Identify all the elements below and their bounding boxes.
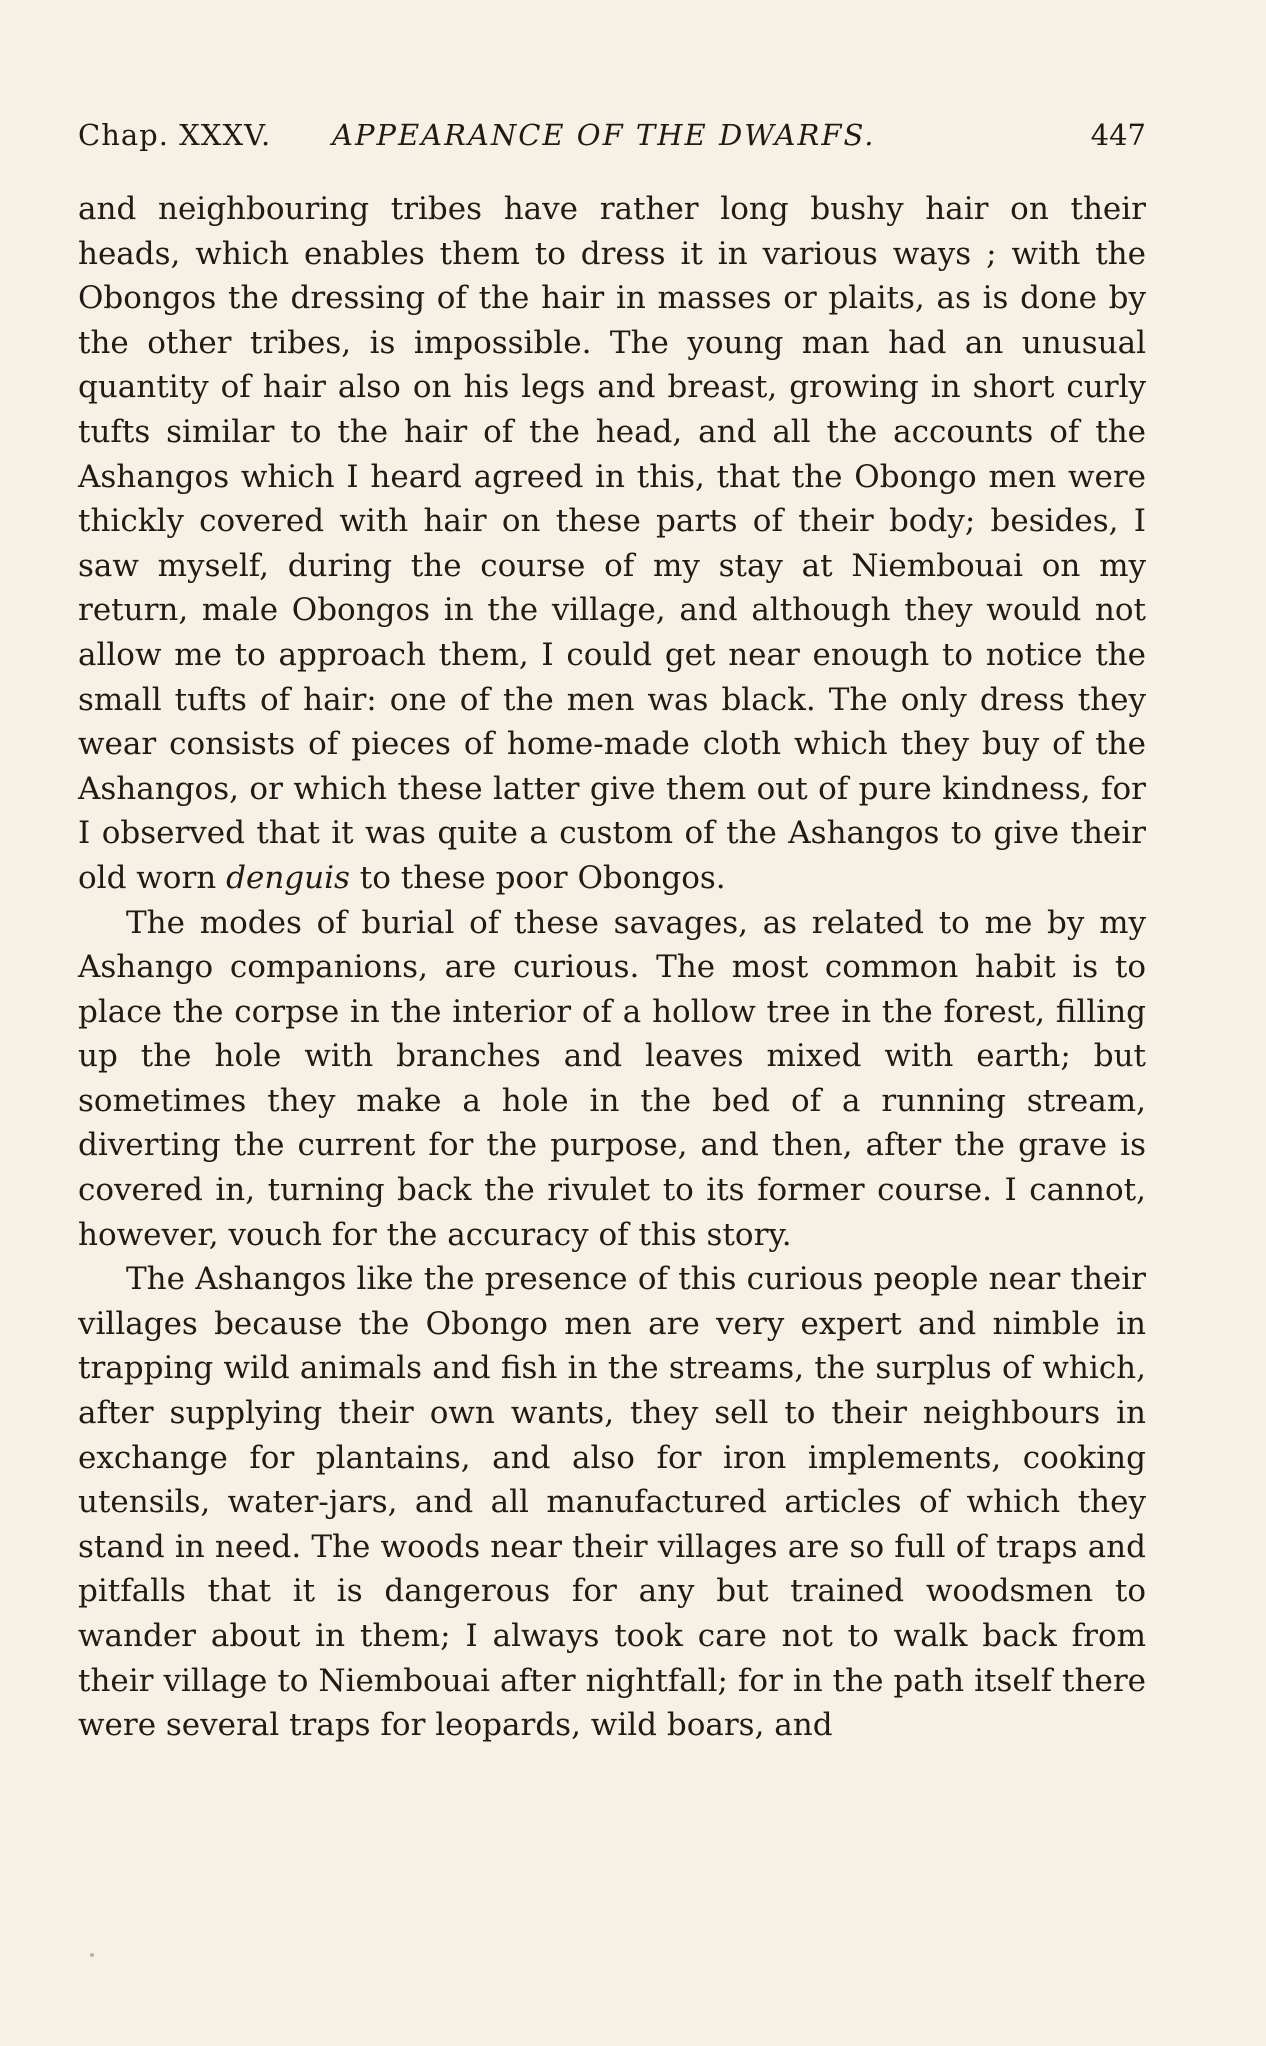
page-number: 447: [1090, 118, 1146, 152]
paragraph-burial: [78, 901, 1146, 1258]
paragraph-hair-and-dress: [78, 187, 1146, 901]
paper-speck: [90, 1953, 94, 1957]
italic-word: denguis: [226, 859, 350, 896]
paragraph-text: and neighbouring tribes have rather long bushy hair on their heads, which enables them to dress it in various ways ; with the Obongos the dressing of the hair in masses or plaits, as is done by the other tribes, is impossible. The young man had an unusual quantity of hair also on his legs and breast, growing in short curly tufts similar to the hair of the head, and all the accounts of the Ashangos which I heard agreed in this, that the Obongo men were thickly covered with hair on these parts of their body; besides, I saw myself, during the course of my stay at Niembouai on my return, male Obongos in the village, and although they would not allow me to approach them, I could get near enough to notice the small tufts of hair: one of the men was black. The only dress they wear consists of pieces of home-made cloth which they buy of the Ashangos, or which these latter give them out of pure kindness, for I observed that it was quite a custom of the Ashangos to give their old worn: [78, 191, 1146, 896]
chapter-label: Chap. XXXV.: [78, 118, 272, 152]
body-text: [78, 187, 1146, 1748]
paragraph-text: to these poor Obongos.: [349, 859, 726, 896]
running-head: [78, 105, 1146, 165]
running-title: APPEARANCE OF THE DWARFS.: [332, 118, 876, 152]
paragraph-text: The modes of burial of these savages, as related to me by my Ashango companions, are curious. The most common habit is to place the corpse in the interior of a hollow tree in the forest, filling up the hole with branches and leaves mixed with earth; but sometimes they make a hole in the bed of a running stream, diverting the current for the purpose, and then, after the grave is covered in, turning back the rivulet to its former course. I cannot, however, vouch for the accuracy of this story.: [78, 904, 1146, 1253]
paragraph-text: The Ashangos like the presence of this curious people near their villages because the Obongo men are very expert and nimble in trapping wild animals and fish in the streams, the surplus of which, after supplying their own wants, they sell to their neighbours in exchange for plantains, and also for iron implements, cooking utensils, water-jars, and all manufactured articles of which they stand in need. The woods near their villages are so full of traps and pitfalls that it is dangerous for any but trained woodsmen to wander about in them; I always took care not to walk back from their village to Niembouai after nightfall; for in the path itself there were several traps for leopards, wild boars, and: [78, 1261, 1146, 1744]
book-page: [78, 105, 1146, 1748]
paragraph-trapping: [78, 1257, 1146, 1748]
